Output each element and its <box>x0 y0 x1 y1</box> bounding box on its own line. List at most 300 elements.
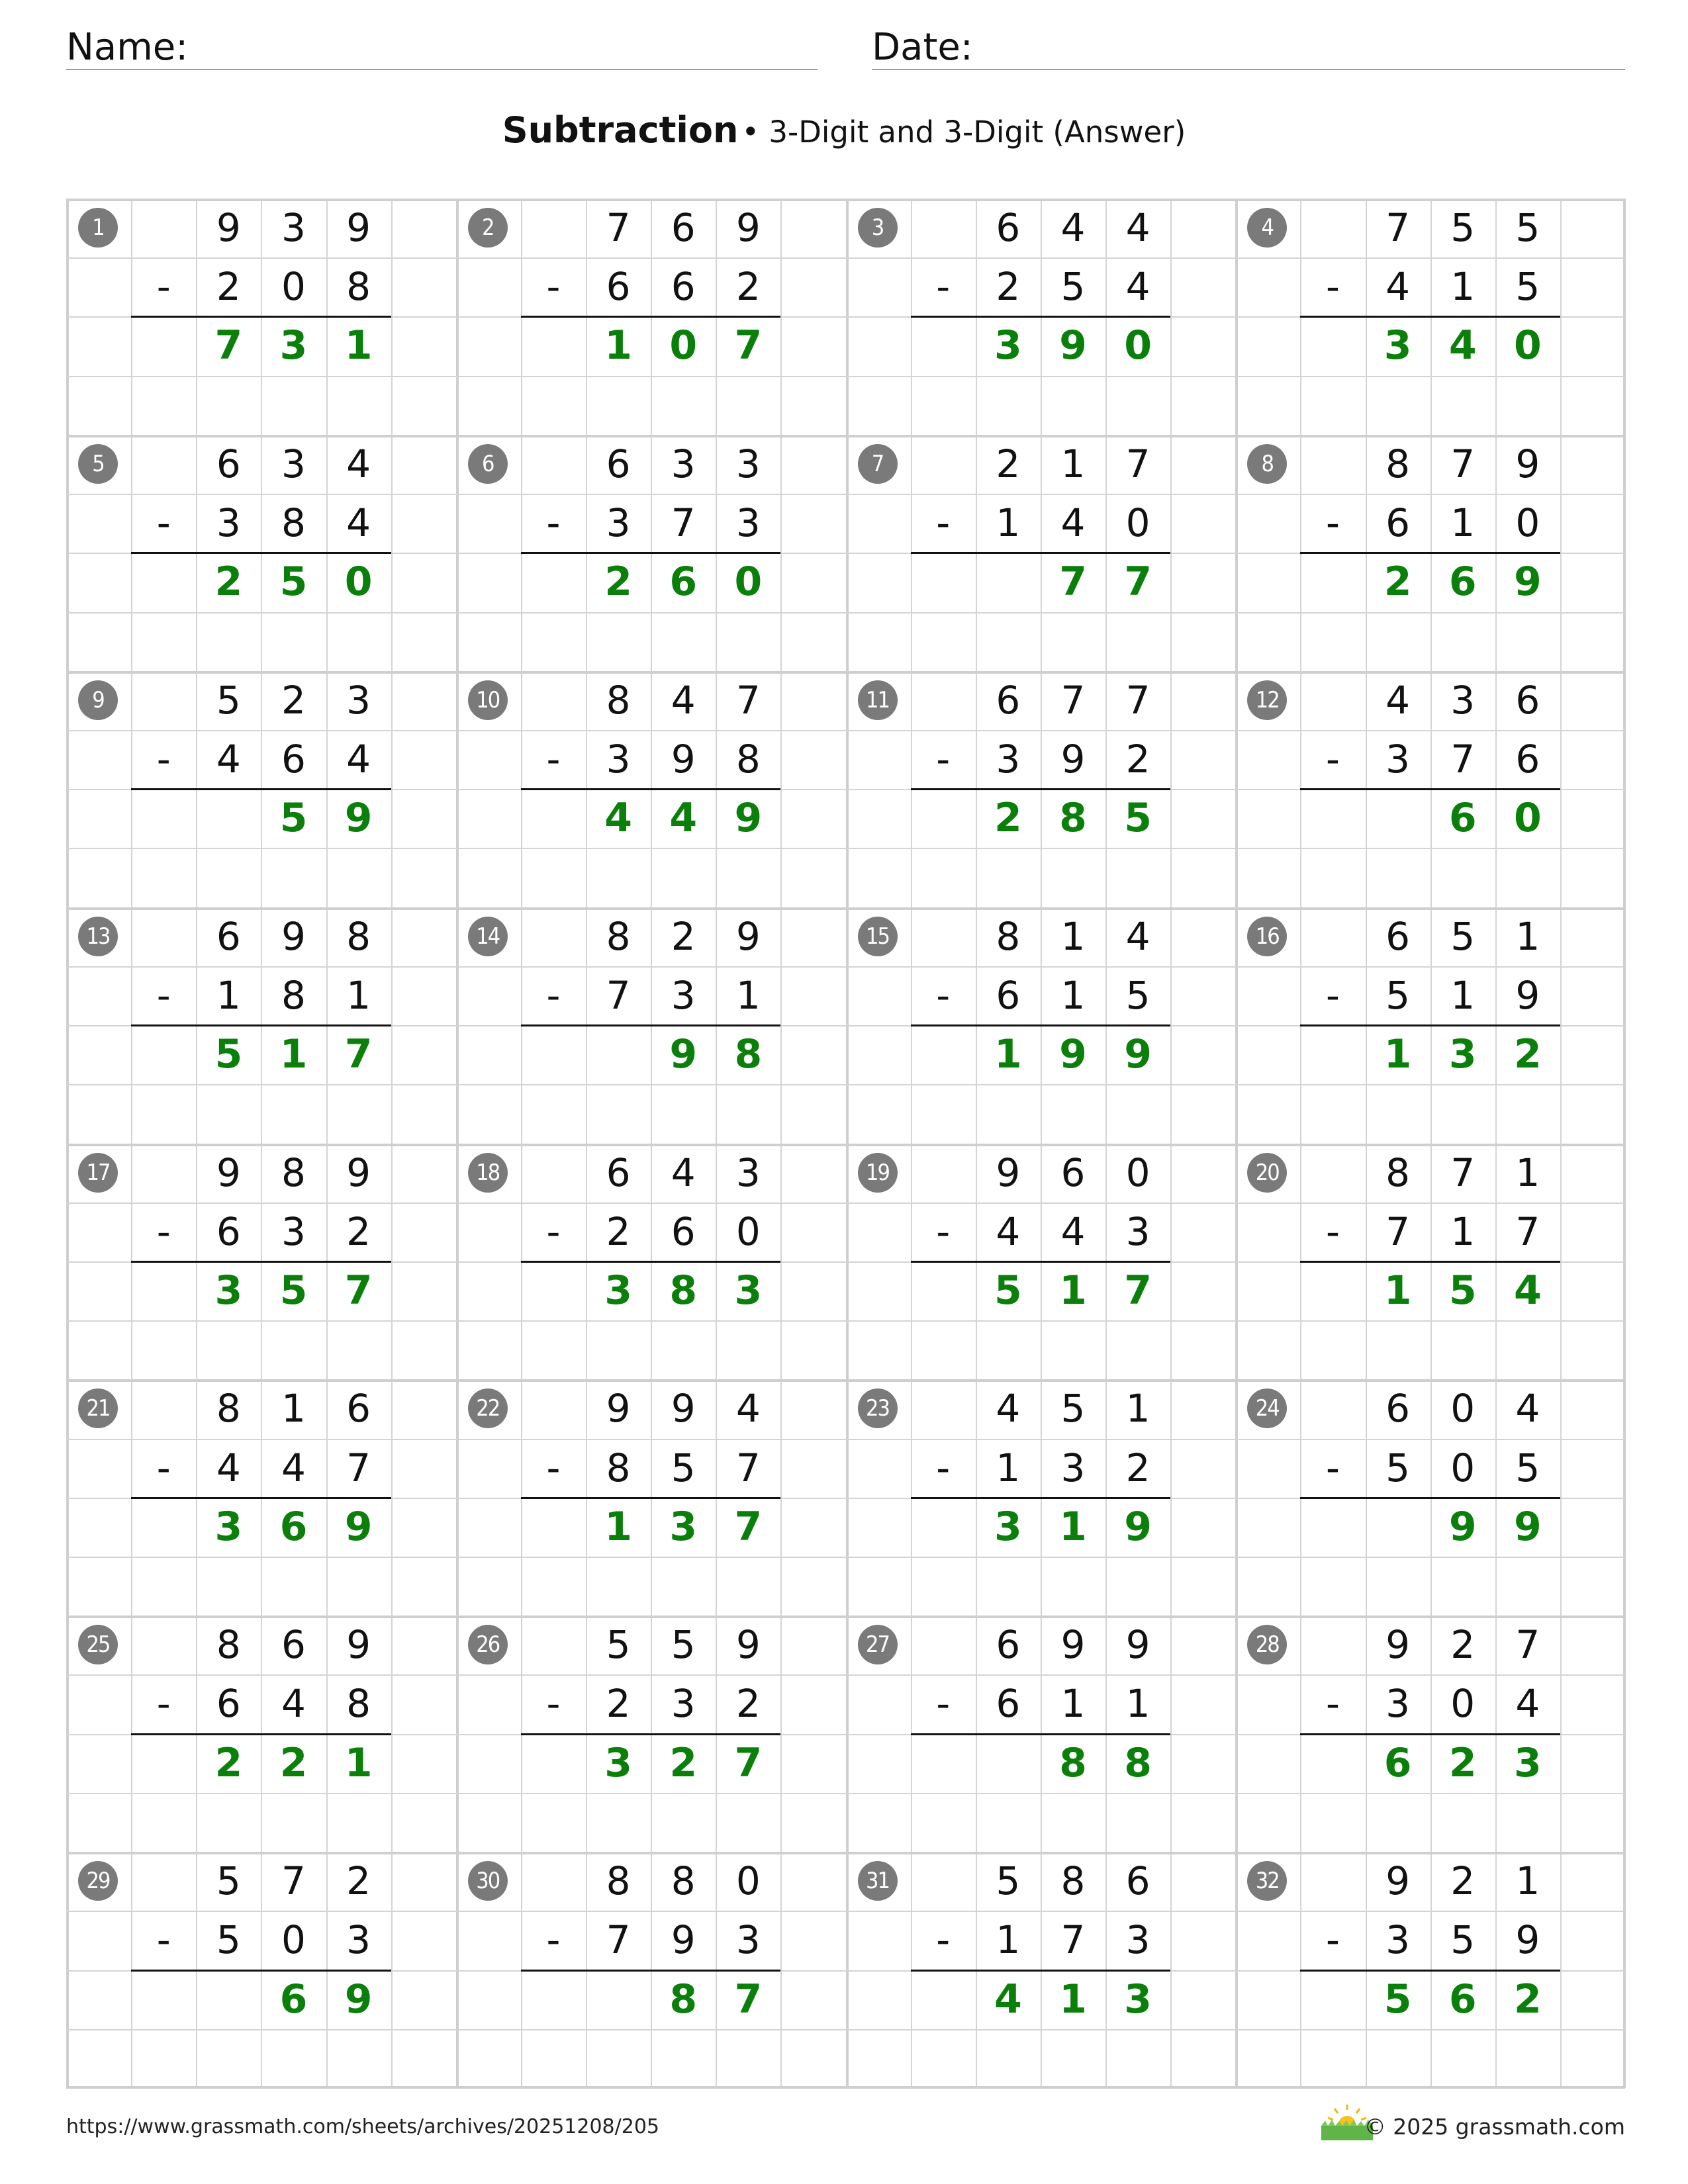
minuend-digit: 9 <box>1385 1858 1411 1904</box>
problem-number-badge: 11 <box>858 680 898 720</box>
problem <box>846 1852 1236 2088</box>
minuend-digit: 9 <box>346 205 371 250</box>
answer-rule <box>911 788 1171 790</box>
problem <box>66 1852 456 2088</box>
minuend-digit: 6 <box>671 205 696 250</box>
minus-sign: - <box>546 972 561 1018</box>
subtrahend-digit: 1 <box>216 972 241 1018</box>
problem <box>456 435 846 671</box>
answer-digit: 3 <box>734 1267 763 1314</box>
answer-digit: 3 <box>994 322 1022 369</box>
subtrahend-digit: 6 <box>1515 736 1540 782</box>
minuend-digit: 0 <box>1450 1386 1476 1432</box>
minuend-digit: 3 <box>346 677 371 723</box>
minuend-digit: 4 <box>671 1150 696 1195</box>
problem-number-badge: 26 <box>468 1625 508 1664</box>
minus-sign: - <box>1325 1917 1340 1963</box>
minuend-digit: 8 <box>996 913 1021 959</box>
subtrahend-digit: 0 <box>1450 1681 1476 1727</box>
minuend-digit: 7 <box>1385 205 1411 250</box>
problem-number-badge: 6 <box>468 444 508 484</box>
problem <box>456 199 846 435</box>
subtrahend-digit: 4 <box>346 500 371 546</box>
minuend-digit: 7 <box>735 677 761 723</box>
problem-number-badge: 30 <box>468 1861 508 1901</box>
answer-digit: 7 <box>214 322 243 369</box>
problem <box>456 1615 846 1852</box>
answer-digit: 3 <box>214 1503 243 1550</box>
answer-digit: 1 <box>344 1739 373 1786</box>
name-field[interactable] <box>66 24 818 70</box>
answer-rule <box>521 1497 781 1499</box>
subtrahend-digit: 1 <box>996 1917 1021 1963</box>
answer-rule <box>1300 1497 1560 1499</box>
minus-sign: - <box>156 1681 171 1727</box>
subtrahend-digit: 5 <box>671 1445 696 1490</box>
minuend-digit: 1 <box>281 1386 306 1432</box>
minuend-digit: 8 <box>606 913 631 959</box>
answer-digit: 9 <box>344 1976 373 2023</box>
answer-rule <box>521 1970 781 1972</box>
subtrahend-digit: 9 <box>671 1917 696 1963</box>
minuend-digit: 4 <box>1125 205 1150 250</box>
answer-digit: 6 <box>669 559 698 606</box>
answer-digit: 3 <box>1124 1976 1152 2023</box>
minus-sign: - <box>156 736 171 782</box>
minuend-digit: 1 <box>1515 913 1540 959</box>
subtrahend-digit: 8 <box>346 1681 371 1727</box>
minuend-digit: 2 <box>671 913 696 959</box>
minuend-digit: 5 <box>216 1858 241 1904</box>
answer-digit: 3 <box>279 322 308 369</box>
answer-rule <box>1300 316 1560 318</box>
answer-digit: 2 <box>994 795 1022 842</box>
subtrahend-digit: 7 <box>1450 736 1476 782</box>
subtrahend-digit: 2 <box>1125 1445 1150 1490</box>
answer-digit <box>586 1025 651 1084</box>
subtrahend-digit: 3 <box>346 1917 371 1963</box>
subtrahend-digit: 2 <box>216 264 241 310</box>
answer-digit: 7 <box>734 1503 763 1550</box>
answer-digit: 0 <box>1124 322 1152 369</box>
minuend-digit: 9 <box>996 1150 1021 1195</box>
date-label: Date: <box>872 26 973 69</box>
problem-number-badge: 16 <box>1247 917 1287 956</box>
subtrahend-digit: 9 <box>671 736 696 782</box>
minus-sign: - <box>156 1917 171 1963</box>
problem-number-badge: 1 <box>78 208 118 248</box>
answer-rule <box>131 1733 391 1735</box>
answer-digit: 6 <box>279 1503 308 1550</box>
problem <box>66 1615 456 1852</box>
minuend-digit: 3 <box>735 1150 761 1195</box>
minuend-digit: 6 <box>996 677 1021 723</box>
answer-digit: 0 <box>734 559 763 606</box>
minuend-digit: 9 <box>1385 1622 1411 1668</box>
answer-digit: 8 <box>1124 1739 1152 1786</box>
subtrahend-digit: 1 <box>996 1445 1021 1490</box>
minus-sign: - <box>546 1681 561 1727</box>
subtrahend-digit: 8 <box>346 264 371 310</box>
answer-rule <box>131 316 391 318</box>
answer-rule <box>911 1261 1171 1263</box>
footer-url: https://www.grassmath.com/sheets/archives/20251208/205 <box>66 2115 660 2138</box>
minuend-digit: 2 <box>996 441 1021 486</box>
minus-sign: - <box>156 1445 171 1490</box>
answer-digit <box>1366 789 1430 848</box>
problem-number-badge: 13 <box>78 917 118 956</box>
answer-digit: 8 <box>669 1267 698 1314</box>
answer-digit: 1 <box>344 322 373 369</box>
subtrahend-digit: 5 <box>1125 972 1150 1018</box>
subtrahend-digit: 7 <box>346 1445 371 1490</box>
problem <box>1235 907 1625 1144</box>
answer-rule <box>131 1497 391 1499</box>
minuend-digit: 6 <box>996 1622 1021 1668</box>
subtrahend-digit: 3 <box>1385 736 1411 782</box>
minuend-digit: 8 <box>281 1150 306 1195</box>
subtrahend-digit: 0 <box>1515 500 1540 546</box>
answer-digit: 1 <box>1059 1976 1087 2023</box>
problem-number-badge: 12 <box>1247 680 1287 720</box>
answer-digit: 7 <box>1124 559 1152 606</box>
minuend-digit: 4 <box>735 1386 761 1432</box>
problem <box>846 1379 1236 1615</box>
subtrahend-digit: 6 <box>216 1681 241 1727</box>
answer-digit: 5 <box>279 559 308 606</box>
subtrahend-digit: 5 <box>1385 1445 1411 1490</box>
minuend-digit: 6 <box>281 1622 306 1668</box>
minuend-digit: 8 <box>1060 1858 1086 1904</box>
subtrahend-digit: 6 <box>996 972 1021 1018</box>
answer-digit: 5 <box>279 1267 308 1314</box>
problem <box>456 907 846 1144</box>
subtrahend-digit: 8 <box>735 736 761 782</box>
answer-rule <box>521 1261 781 1263</box>
answer-rule <box>911 552 1171 554</box>
minuend-digit: 5 <box>1450 913 1476 959</box>
minuend-digit: 9 <box>1060 1622 1086 1668</box>
minus-sign: - <box>156 972 171 1018</box>
subtrahend-digit: 6 <box>1385 500 1411 546</box>
subtrahend-digit: 5 <box>1385 972 1411 1018</box>
problem-number-badge: 5 <box>78 444 118 484</box>
minuend-digit: 4 <box>996 1386 1021 1432</box>
problem-number-badge: 7 <box>858 444 898 484</box>
subtrahend-digit: 1 <box>1450 972 1476 1018</box>
minus-sign: - <box>546 264 561 310</box>
problem <box>1235 671 1625 907</box>
minus-sign: - <box>156 264 171 310</box>
answer-digit <box>976 1734 1041 1793</box>
problem-number-badge: 32 <box>1247 1861 1287 1901</box>
answer-digit: 9 <box>344 795 373 842</box>
problem <box>456 1144 846 1380</box>
problem-number-badge: 21 <box>78 1388 118 1428</box>
answer-digit <box>976 553 1041 612</box>
subtrahend-digit: 1 <box>1450 1208 1476 1254</box>
answer-digit: 6 <box>1448 795 1477 842</box>
subtrahend-digit: 2 <box>606 1208 631 1254</box>
answer-digit: 2 <box>1513 1976 1542 2023</box>
answer-digit: 7 <box>1124 1267 1152 1314</box>
subtrahend-digit: 4 <box>216 736 241 782</box>
minuend-digit: 9 <box>346 1150 371 1195</box>
problem <box>1235 435 1625 671</box>
minuend-digit: 5 <box>216 677 241 723</box>
answer-digit: 9 <box>1124 1503 1152 1550</box>
answer-digit: 7 <box>344 1031 373 1078</box>
problem-number-badge: 9 <box>78 680 118 720</box>
problem-number-badge: 14 <box>468 917 508 956</box>
subtrahend-digit: 8 <box>606 1445 631 1490</box>
subtrahend-digit: 0 <box>735 1208 761 1254</box>
subtrahend-digit: 1 <box>346 972 371 1018</box>
answer-digit: 1 <box>1059 1503 1087 1550</box>
minuend-digit: 1 <box>1515 1150 1540 1195</box>
minuend-digit: 9 <box>606 1386 631 1432</box>
answer-digit: 4 <box>604 795 632 842</box>
subtrahend-digit: 5 <box>1450 1917 1476 1963</box>
answer-rule <box>131 1024 391 1026</box>
answer-digit: 5 <box>1124 795 1152 842</box>
subtrahend-digit: 2 <box>606 1681 631 1727</box>
name-label: Name: <box>66 26 189 69</box>
minus-sign: - <box>546 1917 561 1963</box>
answer-digit: 9 <box>344 1503 373 1550</box>
subtrahend-digit: 9 <box>1515 1917 1540 1963</box>
answer-digit: 0 <box>1513 322 1542 369</box>
title-main: Subtraction <box>502 109 739 151</box>
answer-rule <box>1300 1261 1560 1263</box>
subtrahend-digit: 9 <box>1515 972 1540 1018</box>
answer-digit: 4 <box>669 795 698 842</box>
problem <box>846 199 1236 435</box>
answer-rule <box>1300 1024 1560 1026</box>
minus-sign: - <box>936 736 951 782</box>
minuend-digit: 2 <box>281 677 306 723</box>
subtrahend-digit: 3 <box>735 1917 761 1963</box>
subtrahend-digit: 4 <box>996 1208 1021 1254</box>
minus-sign: - <box>936 1208 951 1254</box>
answer-rule <box>521 1733 781 1735</box>
problem-number-badge: 20 <box>1247 1153 1287 1193</box>
subtrahend-digit: 3 <box>996 736 1021 782</box>
minuend-digit: 9 <box>735 913 761 959</box>
subtrahend-digit: 4 <box>1385 264 1411 310</box>
subtrahend-digit: 7 <box>671 500 696 546</box>
minuend-digit: 8 <box>606 677 631 723</box>
problem-number-badge: 10 <box>468 680 508 720</box>
problem <box>456 1379 846 1615</box>
minuend-digit: 4 <box>1515 1386 1540 1432</box>
answer-digit: 3 <box>669 1503 698 1550</box>
answer-digit: 4 <box>1513 1267 1542 1314</box>
answer-digit: 9 <box>1513 1503 1542 1550</box>
answer-digit: 1 <box>1059 1267 1087 1314</box>
minuend-digit: 9 <box>735 1622 761 1668</box>
subtrahend-digit: 7 <box>1515 1208 1540 1254</box>
answer-digit: 5 <box>994 1267 1022 1314</box>
subtrahend-digit: 4 <box>281 1445 306 1490</box>
subtrahend-digit: 4 <box>1060 500 1086 546</box>
problem-number-badge: 3 <box>858 208 898 248</box>
answer-digit: 0 <box>1513 795 1542 842</box>
answer-rule <box>911 316 1171 318</box>
answer-digit: 2 <box>604 559 632 606</box>
subtrahend-digit: 7 <box>1385 1208 1411 1254</box>
answer-rule <box>131 1970 391 1972</box>
minuend-digit: 6 <box>346 1386 371 1432</box>
answer-digit: 0 <box>669 322 698 369</box>
minuend-digit: 1 <box>1060 441 1086 486</box>
minuend-digit: 8 <box>671 1858 696 1904</box>
minus-sign: - <box>1325 264 1340 310</box>
answer-digit: 9 <box>734 795 763 842</box>
problem <box>66 435 456 671</box>
minus-sign: - <box>546 1445 561 1490</box>
minuend-digit: 6 <box>216 441 241 486</box>
problem <box>846 1144 1236 1380</box>
subtrahend-digit: 3 <box>1385 1681 1411 1727</box>
subtrahend-digit: 2 <box>735 264 761 310</box>
subtrahend-digit: 3 <box>735 500 761 546</box>
answer-digit: 3 <box>1448 1031 1477 1078</box>
subtrahend-digit: 1 <box>735 972 761 1018</box>
answer-digit: 7 <box>734 1739 763 1786</box>
minuend-digit: 5 <box>606 1622 631 1668</box>
subtrahend-digit: 3 <box>1385 1917 1411 1963</box>
subtrahend-digit: 6 <box>996 1681 1021 1727</box>
minus-sign: - <box>936 500 951 546</box>
minuend-digit: 6 <box>1060 1150 1086 1195</box>
subtrahend-digit: 3 <box>671 972 696 1018</box>
problem-number-badge: 8 <box>1247 444 1287 484</box>
subtrahend-digit: 1 <box>1450 500 1476 546</box>
subtrahend-digit: 8 <box>281 500 306 546</box>
answer-digit: 9 <box>1513 559 1542 606</box>
footer-copyright: © 2025 grassmath.com <box>1364 2114 1625 2140</box>
subtrahend-digit: 1 <box>1450 264 1476 310</box>
answer-digit: 3 <box>1383 322 1412 369</box>
answer-digit: 4 <box>994 1976 1022 2023</box>
minuend-digit: 6 <box>606 1150 631 1195</box>
subtrahend-digit: 3 <box>1125 1917 1150 1963</box>
answer-digit: 6 <box>1383 1739 1412 1786</box>
minus-sign: - <box>546 736 561 782</box>
minus-sign: - <box>156 1208 171 1254</box>
page-title <box>0 106 1688 163</box>
problem-number-badge: 17 <box>78 1153 118 1193</box>
problem <box>1235 199 1625 435</box>
subtrahend-digit: 6 <box>281 736 306 782</box>
minuend-digit: 5 <box>1060 1386 1086 1432</box>
minuend-digit: 8 <box>346 913 371 959</box>
subtrahend-digit: 4 <box>216 1445 241 1490</box>
minuend-digit: 6 <box>1125 1858 1150 1904</box>
subtrahend-digit: 7 <box>1060 1917 1086 1963</box>
minuend-digit: 5 <box>1450 205 1476 250</box>
date-field[interactable] <box>872 24 1625 70</box>
answer-digit: 2 <box>1513 1031 1542 1078</box>
minus-sign: - <box>546 500 561 546</box>
subtrahend-digit: 2 <box>996 264 1021 310</box>
problem <box>846 671 1236 907</box>
answer-digit: 6 <box>1448 559 1477 606</box>
answer-digit: 1 <box>1383 1267 1412 1314</box>
problem <box>1235 1379 1625 1615</box>
minuend-digit: 8 <box>1385 1150 1411 1195</box>
minuend-digit: 6 <box>1515 677 1540 723</box>
minuend-digit: 3 <box>281 441 306 486</box>
answer-digit <box>196 789 261 848</box>
subtrahend-digit: 2 <box>735 1681 761 1727</box>
subtrahend-digit: 1 <box>1060 972 1086 1018</box>
minuend-digit: 3 <box>735 441 761 486</box>
subtrahend-digit: 3 <box>1060 1445 1086 1490</box>
problem-number-badge: 24 <box>1247 1388 1287 1428</box>
answer-digit: 1 <box>1383 1031 1412 1078</box>
minuend-digit: 7 <box>1515 1622 1540 1668</box>
minuend-digit: 0 <box>735 1858 761 1904</box>
problem <box>66 1144 456 1380</box>
answer-digit: 8 <box>734 1031 763 1078</box>
problem-number-badge: 27 <box>858 1625 898 1664</box>
minus-sign: - <box>1325 736 1340 782</box>
answer-digit: 2 <box>214 559 243 606</box>
minuend-digit: 1 <box>1515 1858 1540 1904</box>
answer-digit: 2 <box>669 1739 698 1786</box>
minuend-digit: 7 <box>606 205 631 250</box>
answer-digit: 3 <box>1513 1739 1542 1786</box>
subtrahend-digit: 1 <box>1125 1681 1150 1727</box>
minuend-digit: 5 <box>996 1858 1021 1904</box>
answer-digit: 5 <box>279 795 308 842</box>
minuend-digit: 3 <box>281 205 306 250</box>
answer-digit: 0 <box>344 559 373 606</box>
subtrahend-digit: 3 <box>606 500 631 546</box>
problem-number-badge: 22 <box>468 1388 508 1428</box>
minuend-digit: 8 <box>216 1386 241 1432</box>
subtrahend-digit: 0 <box>1450 1445 1476 1490</box>
answer-digit: 3 <box>604 1739 632 1786</box>
minuend-digit: 9 <box>216 205 241 250</box>
minuend-digit: 1 <box>1060 913 1086 959</box>
answer-digit: 7 <box>734 322 763 369</box>
minuend-digit: 8 <box>1385 441 1411 486</box>
minus-sign: - <box>936 264 951 310</box>
minuend-digit: 4 <box>346 441 371 486</box>
answer-rule <box>1300 788 1560 790</box>
answer-digit: 3 <box>604 1267 632 1314</box>
subtrahend-digit: 3 <box>216 500 241 546</box>
subtrahend-digit: 0 <box>281 1917 306 1963</box>
answer-digit: 8 <box>1059 1739 1087 1786</box>
minuend-digit: 7 <box>1125 441 1150 486</box>
subtrahend-digit: 3 <box>671 1681 696 1727</box>
answer-digit: 6 <box>279 1976 308 2023</box>
answer-digit <box>586 1970 651 2029</box>
minus-sign: - <box>936 1917 951 1963</box>
minuend-digit: 9 <box>346 1622 371 1668</box>
problem-number-badge: 25 <box>78 1625 118 1664</box>
answer-digit: 1 <box>604 322 632 369</box>
subtrahend-digit: 5 <box>1515 1445 1540 1490</box>
subtrahend-digit: 2 <box>346 1208 371 1254</box>
answer-rule <box>1300 552 1560 554</box>
minus-sign: - <box>936 1681 951 1727</box>
answer-digit: 2 <box>279 1739 308 1786</box>
